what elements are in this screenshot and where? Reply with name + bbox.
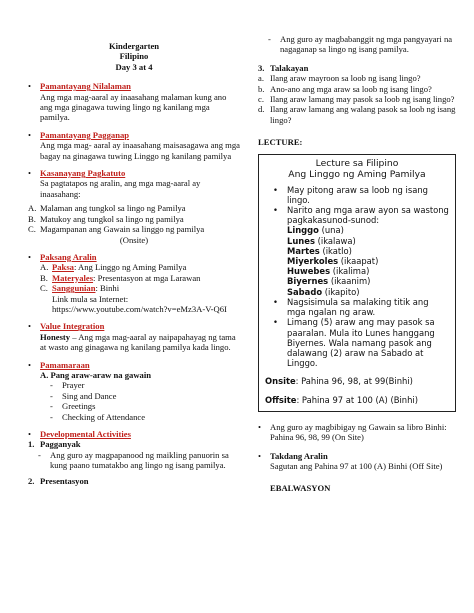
section-assignment [258,451,456,472]
day-item: Biyernes (ikaanim) [287,276,371,287]
section-content-standard [28,81,240,123]
header-day: Day 3 at 4 [115,61,153,72]
section-title: Value Integration [40,321,105,332]
lecture-subtitle: Ang Linggo ng Aming Pamilya [288,168,426,180]
section-value-integration [28,321,240,352]
list-item: A. Malaman ang tungkol sa lingo ng Pamilya [28,203,186,214]
list-item: C. Sanggunian: Binhi [40,283,120,294]
day-item: Huwebes (ikalima) [287,266,370,277]
section-text: Ang mga mag- aaral ay inaasahang maisasagawa ang mga bagay na ginagawa tuwing Linggo ng kanilang pamilya [40,140,240,161]
header-grade: Kindergarten [108,41,160,51]
bullet-icon: • [28,168,32,179]
question-item: d. Ilang araw lamang ang walang pasok sa loob ng isang lingo? [258,104,456,125]
list-item: - Prayer [50,380,85,391]
daily-routine-heading: A. Pang araw-araw na gawain [40,369,152,380]
lecture-bullet: • May pitong araw sa loob ng isang lingo. [273,184,428,205]
section-text: Sagutan ang Pahina 97 at 100 (A) Binhi (Off Site) [270,460,443,471]
onsite-note: (Onsite) [119,234,149,245]
lecture-heading: LECTURE: [258,137,303,148]
internet-link-label: Link mula sa Internet: [52,293,129,304]
section-text: Honesty – Ang mga mag-aaral ay naipapahayag ng tama at wasto ang ginagawa ng kanilang pamilya kada lingo. [40,331,236,353]
list-item: A. Paksa: Ang Linggo ng Aming Pamilya [40,262,187,273]
list-item: 1. Pagganyak [28,439,81,450]
question-item: b. Ano-ano ang mga araw sa loob ng isang lingo? [258,83,432,94]
activity-item: • Ang guro ay magbibigay ng Gawain sa libro Binhi: Pahina 96, 98, 99 (On Site) [258,421,447,443]
list-item: C. Magampanan ang Gawain sa linggo ng pamilya [28,224,205,235]
question-item: c. Ilang araw lamang may pasok sa loob ng isang lingo? [258,94,455,105]
section-text: Sa pagtatapos ng aralin, ang mga mag-aaral ay inaasahang: [40,178,201,199]
day-item: Lunes (ikalawa) [287,235,356,246]
competency-list [28,203,240,245]
bullet-icon: • [273,296,278,307]
section-title: Pamamaraan [40,359,90,370]
section-title: Developmental Activities [40,429,131,439]
list-item: - Greetings [50,401,96,412]
bullet-icon: • [258,450,262,461]
day-item: Linggo (una) [287,225,344,236]
section-title: Kasanayang Pagkatuto [40,168,126,179]
list-item: - Ang guro ay magpapanood ng maikling panuorin sa kung paano tumatakbo ang lingo ng isang pamilya. [38,449,229,471]
section-title: Takdang Aralin [270,450,328,461]
youtube-link[interactable]: https://www.youtube.com/watch?v=eMz3A-V-Q6I [52,303,227,314]
bullet-icon: • [28,429,32,439]
list-item: - Sing and Dance [50,390,117,401]
intro-item: - Ang guro ay magbabanggit ng mga pangyayari na nagaganap sa lingo ng isang pamilya. [268,34,453,55]
bullet-icon: • [273,184,278,195]
bullet-icon: • [28,251,32,262]
section-procedure [28,360,240,422]
evaluation-heading: EBALWASYON [270,483,331,494]
bullet-icon: • [28,359,32,370]
developmental-list [28,439,240,486]
list-item: 2. Presentasyon [28,475,89,486]
left-column [28,0,240,486]
discussion-heading: 3. Talakayan [258,62,309,73]
section-title: Pamantayang Nilalaman [40,81,131,92]
day-item: Miyerkoles (ikaapat) [287,256,379,267]
question-item: a. Ilang araw mayroon sa loob ng isang lingo? [258,73,421,84]
section-title: Pamantayang Pagganap [40,129,130,140]
day-item: Martes (ikatlo) [287,245,352,256]
right-column [258,0,456,494]
list-item: B. Materyales: Presentasyon at mga Larawan [40,272,201,283]
section-competency [28,168,240,199]
section-text: Ang mga mag-aaral ay inaasahang malaman kung ano ang mga ginagawa tuwing lingo ng kanilang mga pamilya. [40,91,227,123]
day-item: Sabado (ikapito) [287,286,360,297]
onsite-pages: Onsite: Pahina 96, 98, at 99(Binhi) [265,376,413,387]
bullet-icon: • [28,81,32,92]
bullet-icon: • [28,129,32,140]
header-subject: Filipino [119,51,149,62]
section-performance-standard [28,130,240,161]
lecture-bullet: • Limang (5) araw ang may pasok sa paaralan. Mula ito Lunes hanggang Biyernes. Wala namang pasok ang dalawang (2) araw na Sabado at Linggo. [273,317,435,369]
offsite-pages: Offsite: Pahina 97 at 100 (A) (Binhi) [265,394,419,405]
lecture-bullet: • Narito ang mga araw ayon sa wastong pagkakasunod-sunod: [273,205,449,226]
bullet-icon: • [28,321,32,332]
lecture-title: Lecture sa Filipino [315,157,399,169]
bullet-icon: • [273,205,278,216]
lecture-bullet: • Nagsisimula sa malaking titik ang mga ngalan ng araw. [273,296,429,318]
list-item: B. Matukoy ang tungkol sa lingo ng pamilya [28,213,184,224]
section-title: Paksang Aralin [40,251,97,262]
lecture-box [258,154,456,412]
list-item: - Checking of Attendance [50,411,146,422]
section-developmental [28,429,240,439]
bullet-icon: • [273,317,278,328]
bullet-icon: • [258,421,262,432]
section-subject-matter [28,252,240,314]
